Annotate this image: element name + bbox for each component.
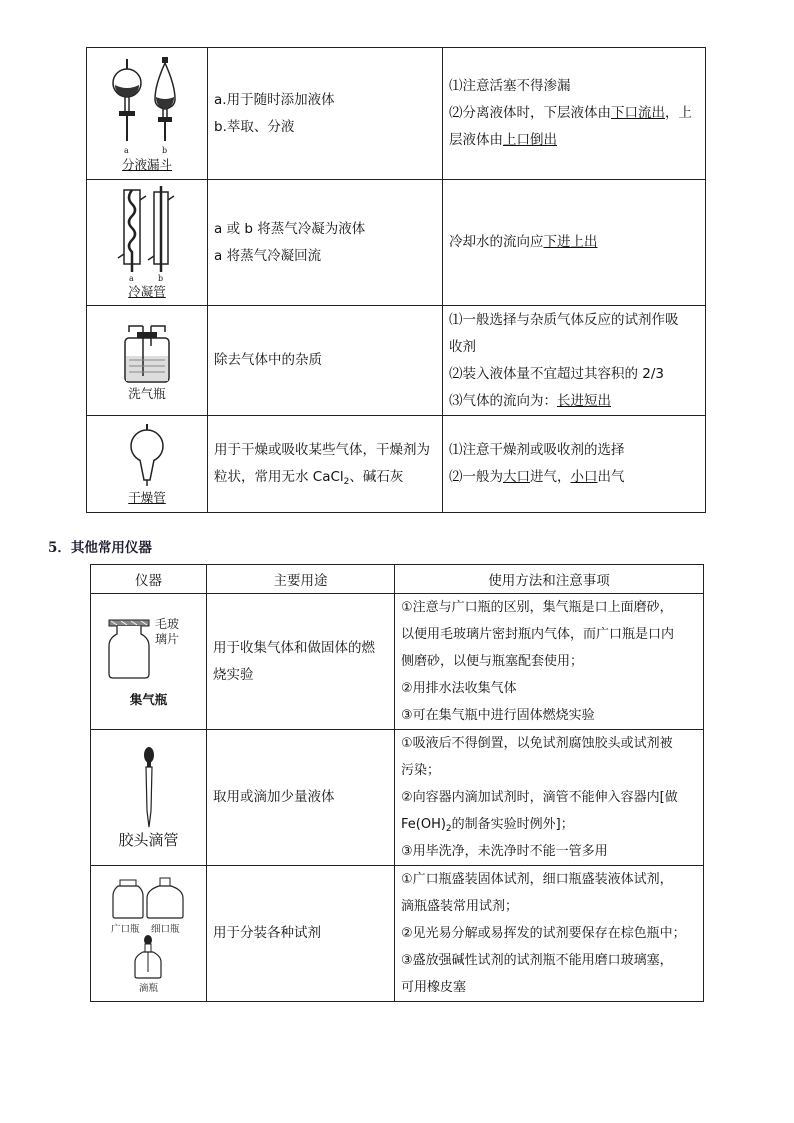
drying-tube-cell: [87, 416, 208, 513]
instrument-table-2: [90, 564, 704, 1002]
notes-cell: ①广口瓶盛装固体试剂，细口瓶盛装液体试剂， 滴瓶盛装常用试剂； ②见光易分解或易挥发的试剂要保存在棕色瓶中； ③盛放强碱性试剂的试剂瓶不能用磨口玻璃塞， 可用橡皮塞: [395, 866, 704, 1002]
svg-text:滴瓶: 滴瓶: [138, 982, 158, 994]
gas-washing-bottle-label: 洗气瓶: [128, 385, 166, 401]
table-row: [87, 416, 706, 513]
separatory-funnel-label: 分液漏斗: [121, 156, 172, 172]
header-use: 主要用途: [207, 565, 395, 594]
use-cell: 用于干燥或吸收某些气体，干燥剂为 粒状，常用无水 CaCl$_2$、碱石灰: [208, 416, 443, 513]
svg-text:b: b: [158, 273, 164, 282]
svg-text:广口瓶: 广口瓶: [110, 923, 140, 935]
use-cell: 取用或滴加少量液体: [207, 730, 395, 866]
svg-text:毛玻: 毛玻: [154, 616, 179, 631]
dropper-icon: [134, 745, 164, 829]
label-b: b: [162, 145, 168, 155]
notes-cell: ⑴注意活塞不得渗漏 ⑵分离液体时，下层液体由下口流出，上 层液体由上口倒出: [443, 48, 706, 180]
section-title: 5．其他常用仪器: [48, 540, 152, 556]
condenser-label: 冷凝管: [128, 283, 166, 299]
gas-collecting-bottle-icon: [103, 616, 195, 690]
svg-text:细口瓶: 细口瓶: [150, 923, 180, 935]
table-row: [87, 306, 706, 416]
drying-tube-icon: [122, 422, 172, 488]
use-cell: 用于分装各种试剂: [207, 866, 395, 1002]
table-row: [87, 180, 706, 306]
label-a: a: [124, 145, 129, 155]
reagent-bottles-icon: [109, 874, 189, 994]
use-cell: a.用于随时添加液体 b.萃取、分液: [208, 48, 443, 180]
notes-cell: ⑴注意干燥剂或吸收剂的选择 ⑵一般为大口进气，小口出气: [443, 416, 706, 513]
drying-tube-label: 干燥管: [128, 490, 166, 505]
use-cell: 用于收集气体和做固体的燃 烧实验: [207, 594, 395, 730]
table-row: [87, 48, 706, 180]
use-cell: a 或 b 将蒸气冷凝为液体 a 将蒸气冷凝回流: [208, 180, 443, 306]
table-row: [91, 594, 704, 730]
notes-cell: 冷却水的流向应下进上出: [443, 180, 706, 306]
svg-text:璃片: 璃片: [154, 631, 179, 646]
svg-text:a: a: [129, 273, 134, 282]
notes-cell: ①注意与广口瓶的区别，集气瓶是口上面磨砂， 以便用毛玻璃片密封瓶内气体，而广口瓶是口内 侧磨砂，以便与瓶塞配套使用； ②用排水法收集气体 ③可在集气瓶中进行固体燃烧实验: [395, 594, 704, 730]
gas-washing-bottle-cell: [87, 306, 208, 416]
table-row: [91, 730, 704, 866]
dropper-label: 胶头滴管: [118, 831, 179, 849]
condenser-icon: [112, 186, 182, 282]
separatory-funnel-cell: [87, 48, 208, 180]
use-cell: 除去气体中的杂质: [208, 306, 443, 416]
header-instrument: 仪器: [91, 565, 207, 594]
dropper-cell: [91, 730, 207, 866]
notes-cell: ①吸液后不得倒置，以免试剂腐蚀胶头或试剂被 污染； ②向容器内滴加试剂时，滴管不能伸入容器内[做 $Fe(OH)_2$的制备实验时例外]； ③用毕洗净，未洗净时不能一管多用: [395, 730, 704, 866]
gas-collecting-bottle-label: 集气瓶: [129, 691, 168, 707]
reagent-bottles-cell: [91, 866, 207, 1002]
gas-washing-bottle-icon: [117, 320, 177, 384]
table-header-row: [91, 565, 704, 594]
separatory-funnel-icon: [107, 55, 187, 155]
gas-collecting-bottle-cell: [91, 594, 207, 730]
condenser-cell: [87, 180, 208, 306]
table-row: [91, 866, 704, 1002]
instrument-table-1: [86, 47, 706, 513]
header-notes: 使用方法和注意事项: [395, 565, 704, 594]
notes-cell: ⑴一般选择与杂质气体反应的试剂作吸 收剂 ⑵装入液体量不宜超过其容积的 2/3 ⑶气体的流向为：长进短出: [443, 306, 706, 416]
